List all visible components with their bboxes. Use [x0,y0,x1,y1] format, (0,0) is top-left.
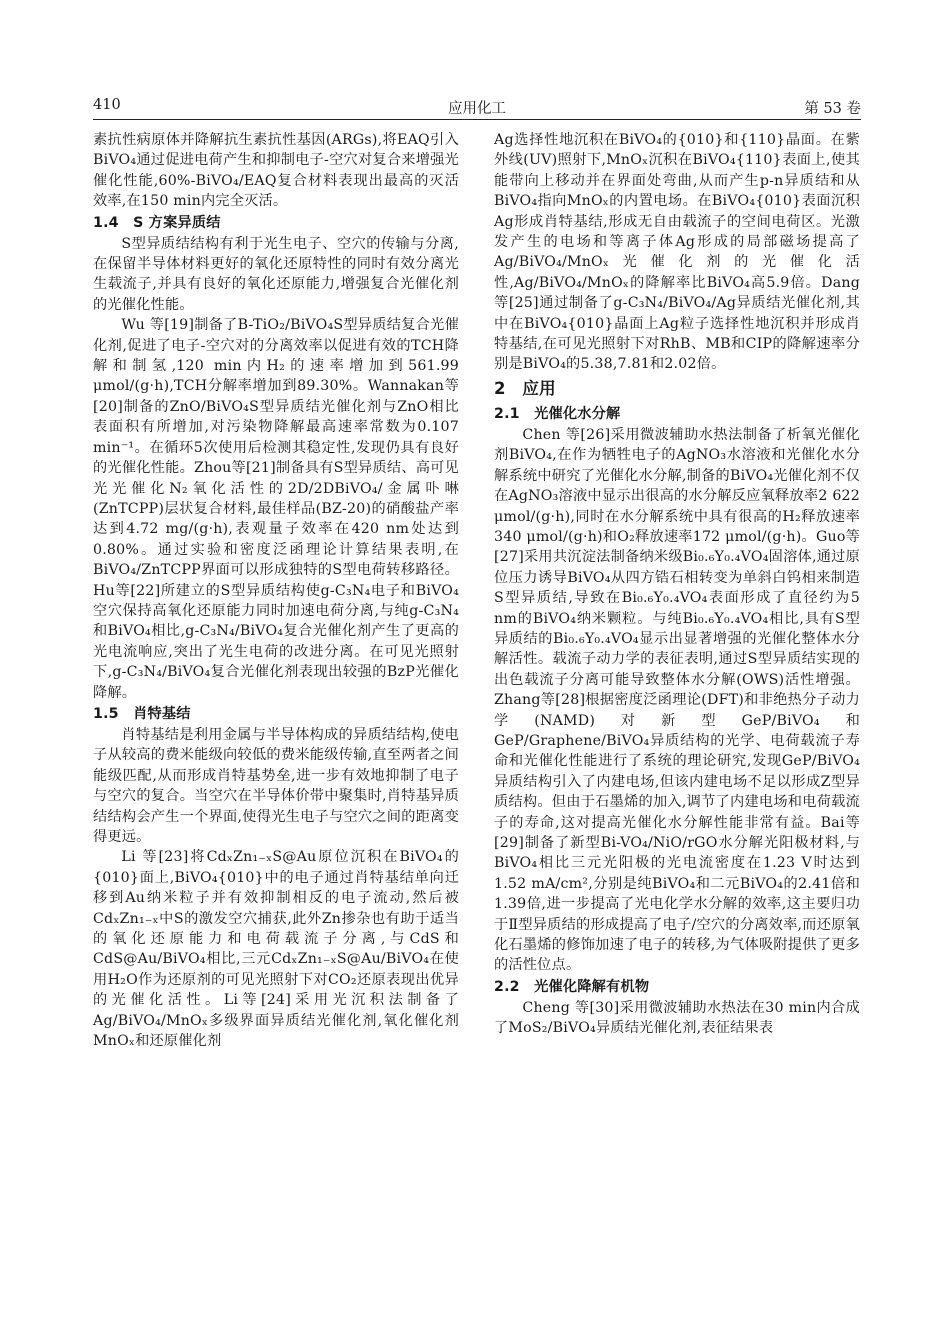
paragraph: 素抗性病原体并降解抗生素抗性基因(ARGs),将EAQ引入BiVO₄通过促进电荷产生和抑制电子-空穴对复合来增强光催化性能,60%-BiVO₄/EAQ复合材料表现出最高的灭活效率,在150 min内完全灭活。 [93,132,459,210]
paragraph: Li 等[23]将CdₓZn₁₋ₓS@Au原位沉积在BiVO₄的{010}面上,BiVO₄{010}中的电子通过肖特基结单向迁移到Au纳米粒子并有效抑制相反的电子流动,然后被CdₓZn₁₋ₓ中S的激发空穴捕获,此外Zn掺杂也有助于适当的氧化还原能力和电荷载流子分离,与CdS和CdS@Au/BiVO₄相比,三元CdₓZn₁₋ₓS@Au/BiVO₄在使用H₂O作为还原剂的可见光照射下对CO₂还原表现出优异的光催化活性。Li等[24]采用光沉积法制备了Ag/BiVO₄/MnOₓ多级界面异质结光催化剂,氧化催化剂MnOₓ和还原催化剂 [93,849,459,1050]
left-column [93,130,459,1051]
paragraph: Ag选择性地沉积在BiVO₄的{010}和{110}晶面。在紫外线(UV)照射下,MnOₓ沉积在BiVO₄{110}表面上,使其能带向上移动并在界面处弯曲,从而产生p-n异质结和从BiVO₄指向MnOₓ的内置电场。在BiVO₄{010}表面沉积Ag形成肖特基结,形成无自由载流子的空间电荷区。光激发产生的电场和等离子体Ag形成的局部磁场提高了Ag/BiVO₄/MnOₓ光催化剂的光催化活性,Ag/BiVO₄/MnOₓ的降解率比BiVO₄高5.9倍。Dang等[25]通过制备了g-C₃N₄/BiVO₄/Ag异质结光催化剂,其中在BiVO₄{010}晶面上Ag粒子选择性地沉积并形成肖特基结,在可见光照射下对RhB、MB和CIP的降解速率分别是BiVO₄的5.38,7.81和2.02倍。 [494,132,860,373]
paragraph: Wu 等[19]制备了B-TiO₂/BiVO₄S型异质结复合光催化剂,促进了电子-空穴对的分离效率以促进有效的TCH降解和制氢,120 min内H₂的速率增加到561.99 μmol/(g·h),TCH分解率增加到89.30%。Wannakan等[20]制备的ZnO/BiVO₄S型异质结光催化剂与ZnO相比表面积有所增加,对污染物降解最高速率常数为0.107 min⁻¹。在循环5次使用后检测其稳定性,发现仍具有良好的光催化性能。Zhou等[21]制备具有S型异质结、高可见光光催化N₂氧化活性的2D/2DBiVO₄/金属卟啉(ZnTCPP)层状复合材料,最佳样品(BZ-20)的硝酸盐产率达到4.72 mg/(g·h),表观量子效率在420 nm处达到0.80%。通过实验和密度泛函理论计算结果表明,在BiVO₄/ZnTCPP界面可以形成独特的S型电荷转移路径。Hu等[22]所建立的S型异质结构使g-C₃N₄电子和BiVO₄空穴保持高氧化还原能力同时加速电荷分离,与纯g-C₃N₄和BiVO₄相比,g-C₃N₄/BiVO₄复合光催化剂产生了更高的光电流响应,突出了光生电荷的改进分离。在可见光照射下,g-C₃N₄/BiVO₄复合光催化剂表现出较强的BzP光催化降解。 [93,317,459,701]
page-number: 410 [93,97,121,113]
section-heading-2: 2 应用 [494,378,556,398]
paragraph: Chen 等[26]采用微波辅助水热法制备了析氧光催化剂BiVO₄,在作为牺牲电子的AgNO₃水溶液和光催化水分解系统中研究了光催化水分解,制备的BiVO₄光催化剂不仅在AgNO₃溶液中显示出很高的水分解反应氧释放率2 622 μmol/(g·h),同时在水分解系统中具有很高的H₂释放速率340 μmol/(g·h)和O₂释放速率172 μmol/(g·h)。Guo等[27]采用共沉淀法制备纳米级Bi₀.₆Y₀.₄VO₄固溶体,通过原位压力诱导BiVO₄从四方锆石相转变为单斜白钨相来制造S型异质结,导致在Bi₀.₆Y₀.₄VO₄表面形成了直径约为5 nm的BiVO₄纳米颗粒。与纯Bi₀.₆Y₀.₄VO₄相比,具有S型异质结的Bi₀.₆Y₀.₄VO₄显示出显著增强的光催化整体水分解活性。载流子动力学的表征表明,通过S型异质结实现的出色载流子分离可能导致整体水分解(OWS)活性增强。Zhang等[28]根据密度泛函理论(DFT)和非绝热分子动力学(NAMD)对新型GeP/BiVO₄和GeP/Graphene/BiVO₄异质结构的光学、电荷载流子寿命和光催化性能进行了系统的理论研究,发现GeP/BiVO₄异质结构引入了内建电场,但该内建电场不足以形成Z型异质结构。但由于石墨烯的加入,调节了内建电场和电荷载流子的寿命,这对提高光催化水分解性能非常有益。Bai等[29]制备了新型Bi-VO₄/NiO/rGO水分解光阳极材料,与BiVO₄相比三元光阳极的光电流密度在1.23 V时达到1.52 mA/cm²,分别是纯BiVO₄和二元BiVO₄的2.41倍和1.39倍,进一步提高了光电化学水分解的效率,这主要归功于Ⅱ型异质结的形成提高了电子/空穴的分离效率,而还原氧化石墨烯的修饰加速了电子的转移,为气体吸附提供了更多的活性位点。 [494,426,860,974]
journal-title: 应用化工 [448,101,506,117]
paragraph: 肖特基结是利用金属与半导体构成的异质结结构,使电子从较高的费米能级向较低的费米能级传输,直至两者之间能级匹配,从而形成肖特基势垒,进一步有效地抑制了电子与空穴的复合。当空穴在半导体价带中聚集时,肖特基异质结结构会产生一个界面,使得光生电子与空穴之间的距离变得更远。 [93,726,459,845]
section-heading-1-4: 1.4 S 方案异质结 [93,214,221,231]
volume-label: 第 53 卷 [804,101,861,117]
section-heading-1-5: 1.5 肖特基结 [93,705,191,722]
paragraph: S型异质结结构有利于光生电子、空穴的传输与分离,在保留半导体材料更好的氧化还原特性的同时有效分离光生载流子,并具有良好的氧化还原能力,增强复合光催化剂的光催化性能。 [93,235,459,313]
running-header [93,97,861,120]
right-column [494,130,860,1039]
section-heading-2-2: 2.2 光催化降解有机物 [494,978,650,995]
paragraph: Cheng 等[30]采用微波辅助水热法在30 min内合成了MoS₂/BiVO₄异质结光催化剂,表征结果表 [494,999,860,1037]
section-heading-2-1: 2.1 光催化水分解 [494,405,621,422]
